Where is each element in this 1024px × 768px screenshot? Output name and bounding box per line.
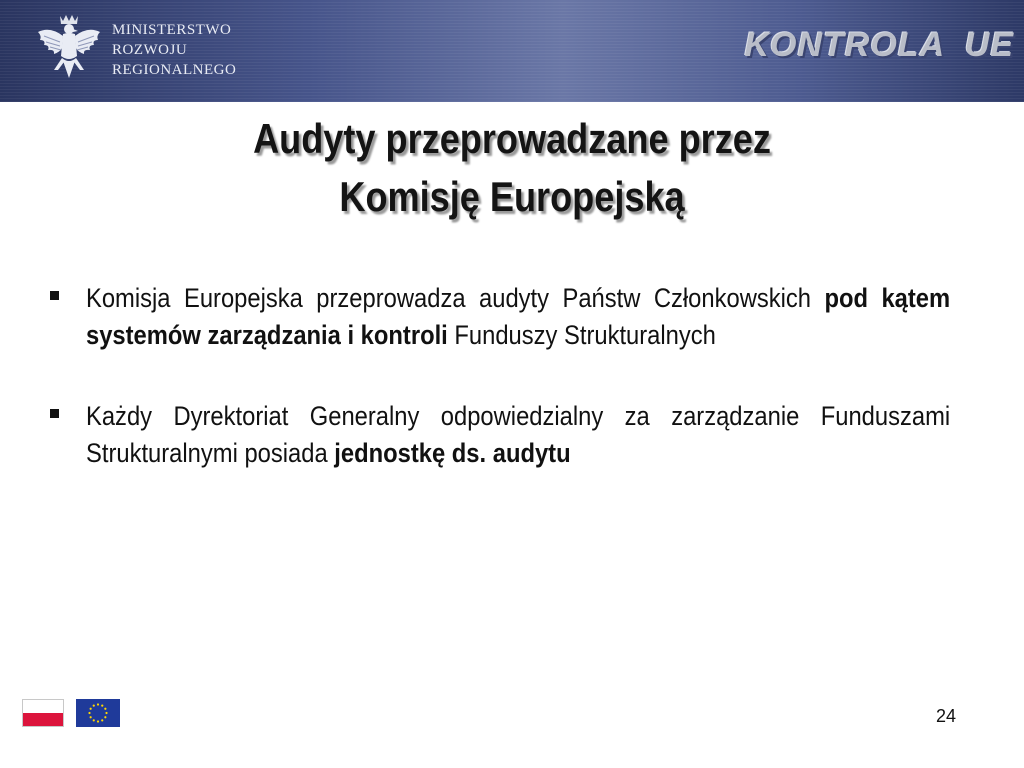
eu-star-icon [101,705,103,707]
eu-star-icon [97,703,99,705]
eu-star-icon [93,719,95,721]
eu-star-icon [97,720,99,722]
bullet-item [44,280,951,354]
bullet-text [86,398,950,472]
eu-star-icon [93,705,95,707]
page-number: 24 [936,706,957,726]
bullet-text-regular: Komisja Europejska przeprowadza audyty Państw Członkowskich [86,283,825,313]
eu-star-icon [90,708,92,710]
bullet-text-regular: Funduszy Strukturalnych [447,320,716,350]
ministry-line-2: ROZWOJU [112,42,188,58]
eu-star-icon [90,716,92,718]
bullet-text [86,280,950,354]
eu-star-icon [105,712,107,714]
ministry-name [112,20,236,80]
bullet-item [44,398,951,472]
bullet-text-regular: Każdy Dyrektoriat Generalny odpowiedzialny za zarządzanie Funduszami Strukturalnymi posiada [86,401,951,468]
section-label: KONTROLA UE [744,26,1014,64]
ministry-line-3: REGIONALNEGO [112,62,237,78]
eu-star-icon [104,716,106,718]
eu-flag-icon [76,699,120,727]
square-bullet-icon [50,409,59,418]
slide-title-line-1: Audyty przeprowadzane przez [253,115,771,162]
slide-title [72,110,953,226]
bullet-list [44,280,951,516]
eu-star-icon [88,712,90,714]
bullet-text-bold: jednostkę ds. audytu [334,438,571,468]
bullet-text-bold: pod kątem systemów zarządzania i kontroli [86,283,951,350]
eu-star-icon [104,708,106,710]
ministry-line-1: MINISTERSTWO [112,22,232,38]
square-bullet-icon [50,291,59,300]
slide-title-line-2: Komisję Europejską [339,173,685,220]
poland-flag-icon [22,699,64,727]
eu-star-icon [101,719,103,721]
polish-eagle-emblem-icon [36,12,102,88]
header-banner [0,0,1024,102]
